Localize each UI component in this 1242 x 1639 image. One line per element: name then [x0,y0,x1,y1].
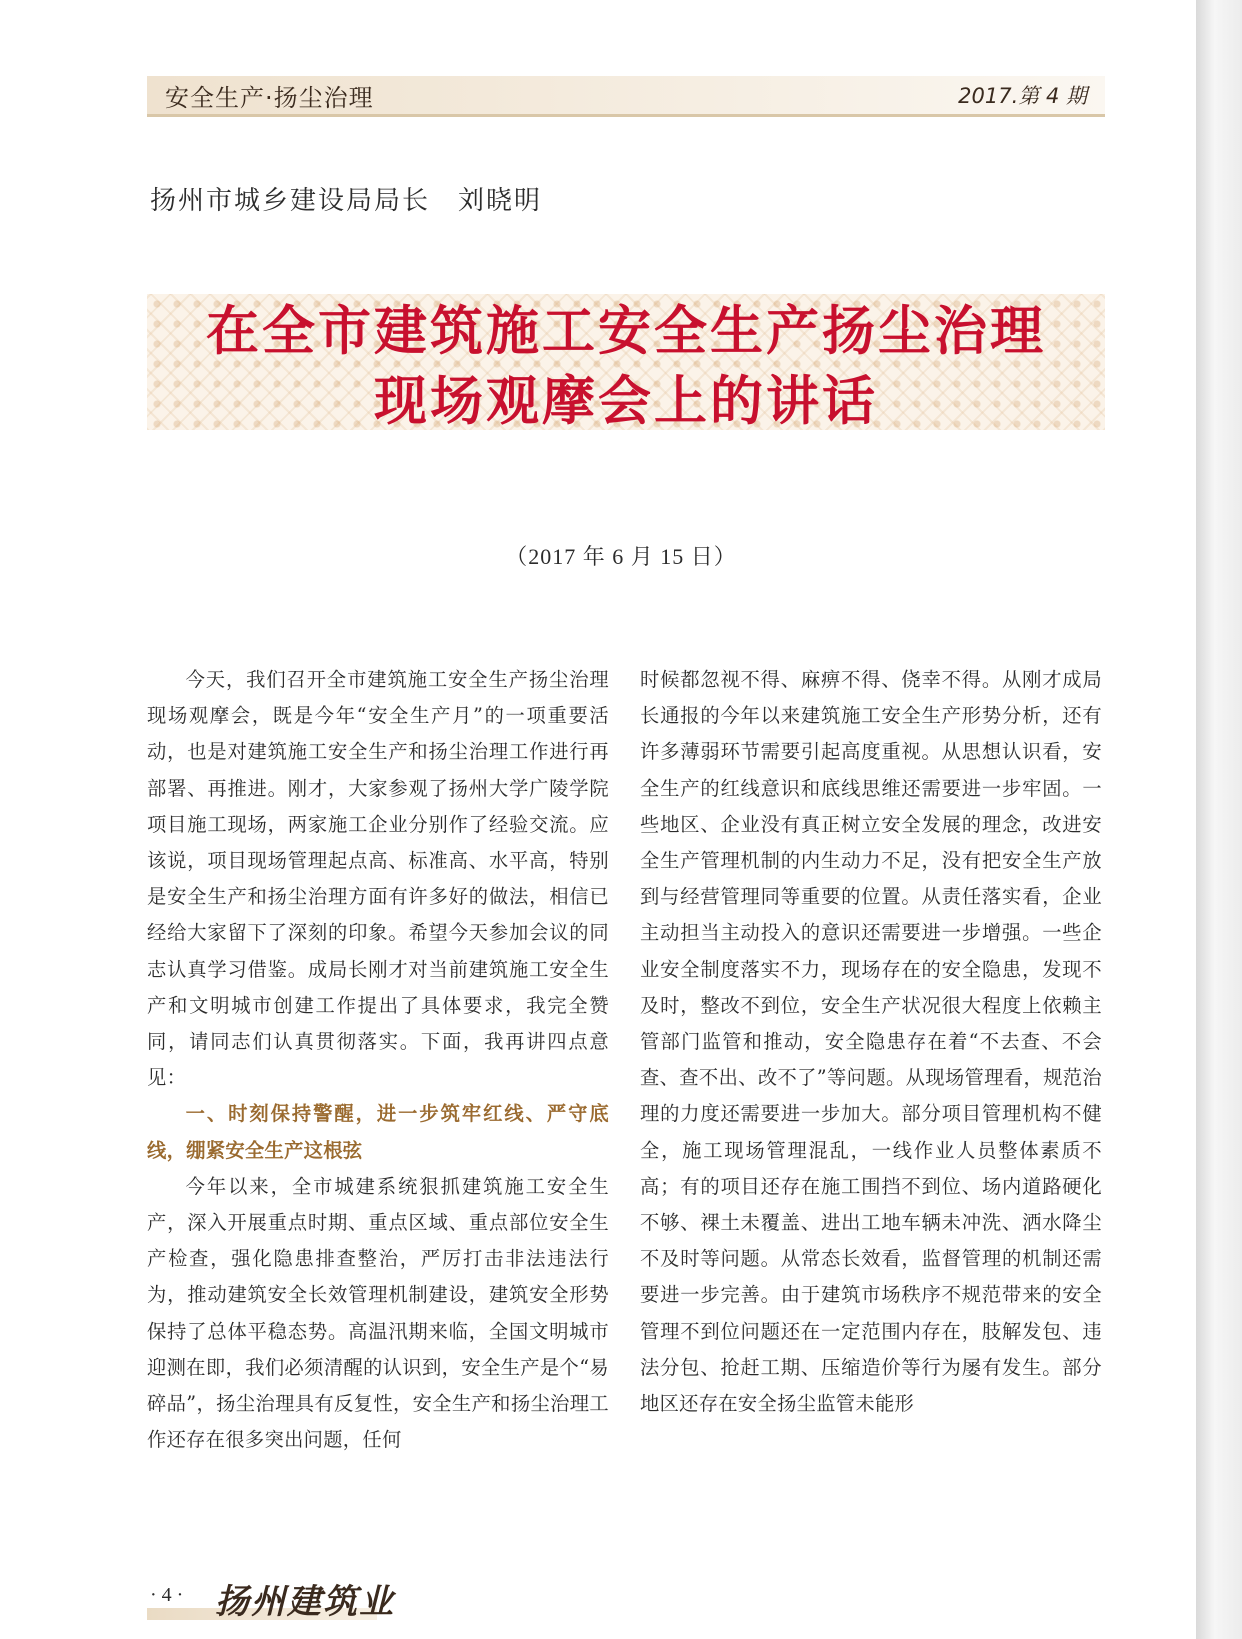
left-column [147,662,609,1458]
paragraph: 今天，我们召开全市建筑施工安全生产扬尘治理现场观摩会，既是今年“安全生产月”的一项重要活动，也是对建筑施工安全生产和扬尘治理工作进行再部署、再推进。刚才，大家参观了扬州大学广陵学院项目施工现场，两家施工企业分别作了经验交流。应该说，项目现场管理起点高、标准高、水平高，特别是安全生产和扬尘治理方面有许多好的做法，相信已经给大家留下了深刻的印象。希望今天参加会议的同志认真学习借鉴。成局长刚才对当前建筑施工安全生产和文明城市创建工作提出了具体要求，我完全赞同，请同志们认真贯彻落实。下面，我再讲四点意见： [147,668,609,1090]
title-line-1: 在全市建筑施工安全生产扬尘治理 [206,300,1046,362]
title-line-2: 现场观摩会上的讲话 [374,370,878,432]
paragraph: 今年以来，全市城建系统狠抓建筑施工安全生产，深入开展重点时期、重点区域、重点部位安全生产检查，强化隐患排查整治，严厉打击非法违法行为，推动建筑安全长效管理机制建设，建筑安全形势保持了总体平稳态势。高温汛期来临，全国文明城市迎测在即，我们必须清醒的认识到，安全生产是个“易碎品”，扬尘治理具有反复性，安全生产和扬尘治理工作还存在很多突出问题，任何 [147,1174,609,1452]
journal-logo: 扬州建筑业 [215,1582,395,1622]
right-column [640,662,1102,1422]
page-spine [1196,0,1242,1639]
page-number: · 4 · [150,1584,184,1606]
section-name: 安全生产·扬尘治理 [165,84,374,112]
paragraph: 时候都忽视不得、麻痹不得、侥幸不得。从刚才成局长通报的今年以来建筑施工安全生产形势分析，还有许多薄弱环节需要引起高度重视。从思想认识看，安全生产的红线意识和底线思维还需要进一步牢固。一些地区、企业没有真正树立安全发展的理念，改进安全生产管理机制的内生动力不足，没有把安全生产放到与经营管理同等重要的位置。从责任落实看，企业主动担当主动投入的意识还需要进一步增强。一些企业安全制度落实不力，现场存在的安全隐患，发现不及时，整改不到位，安全生产状况很大程度上依赖主管部门监管和推动，安全隐患存在着“不去查、不会查、查不出、改不了”等问题。从现场管理看，规范治理的力度还需要进一步加大。部分项目管理机构不健全，施工现场管理混乱，一线作业人员整体素质不高；有的项目还存在施工围挡不到位、场内道路硬化不够、裸土未覆盖、进出工地车辆未冲洗、洒水降尘不及时等问题。从常态长效看，监督管理的机制还需要进一步完善。由于建筑市场秩序不规范带来的安全管理不到位问题还在一定范围内存在，肢解发包、违法分包、抢赶工期、压缩造价等行为屡有发生。部分地区还存在安全扬尘监管未能形 [640,668,1102,1416]
speech-date: （2017 年 6 月 15 日） [505,544,737,569]
author-line: 扬州市城乡建设局局长 刘晓明 [150,186,543,216]
section-heading: 一、时刻保持警醒，进一步筑牢红线、严守底线，绷紧安全生产这根弦 [147,1102,609,1162]
article-title [147,296,1105,436]
section-header [147,76,1105,117]
issue-number: 2017.第 4 期 [958,84,1087,108]
